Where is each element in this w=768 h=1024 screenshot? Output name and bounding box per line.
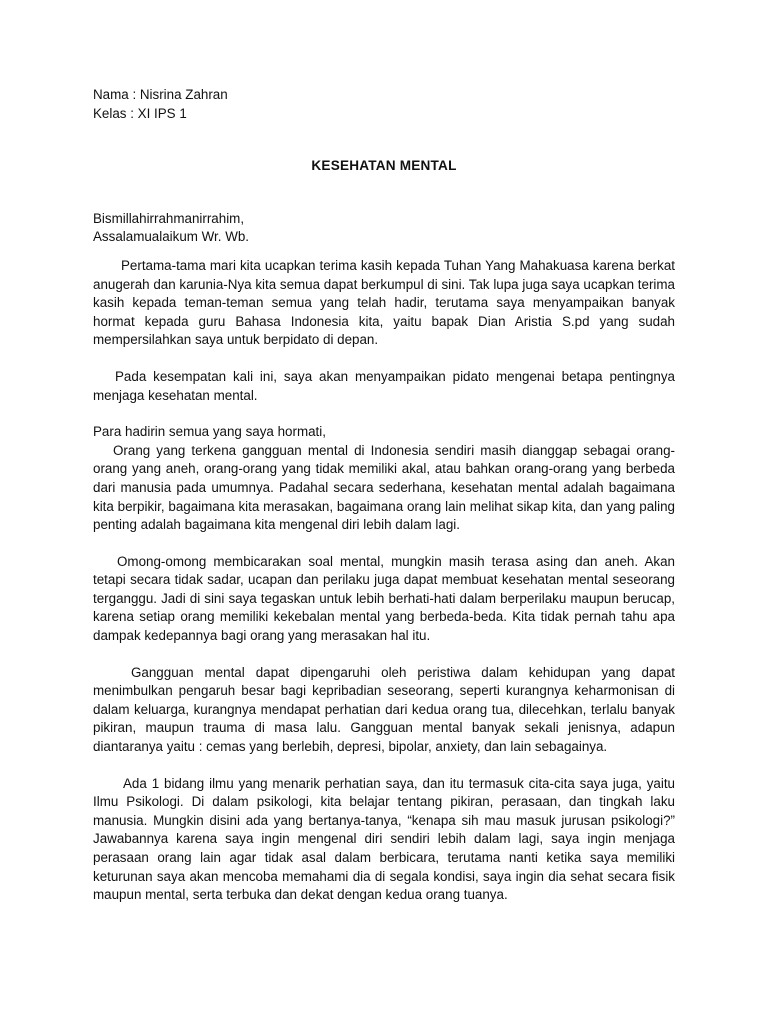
opening-greetings bbox=[93, 210, 675, 247]
document-page bbox=[93, 86, 675, 905]
paragraph-psychology: Ada 1 bidang ilmu yang menarik perhatian saya, dan itu termasuk cita-cita saya juga, yaitu Ilmu Psikologi. Di dalam psikologi, kita belajar tentang pikiran, perasaan, dan tingkah laku manusia. Mungkin disini ada yang bertanya-tanya, “kenapa sih mau masuk jurusan psikologi?” Jawabannya karena saya ingin mengenal diri sendiri lebih dalam lagi, saya ingin menjaga perasaan orang lain agar tidak asal dalam berbicara, terutama nanti ketika saya memiliki keturunan saya akan mencoba memahami dia di segala kondisi, saya ingin dia sehat secara fisik maupun mental, serta terbuka dan dekat dengan kedua orang tuanya. bbox=[93, 775, 675, 903]
paragraph-behavior: Omong-omong membicarakan soal mental, mungkin masih terasa asing dan aneh. Akan tetapi secara tidak sadar, ucapan dan perilaku juga dapat membuat kesehatan mental seseorang terganggu. Jadi di sini saya tegaskan untuk lebih berhati-hati dalam berperilaku maupun berucap, karena setiap orang memiliki kekebalan mental yang berbeda-beda. Kita tidak pernah tahu apa dampak kedepannya bagi orang yang merasakan hal itu. bbox=[93, 553, 675, 644]
paragraph-opening-thanks: Pertama-tama mari kita ucapkan terima kasih kepada Tuhan Yang Mahakuasa karena berkat anugerah dan karunia-Nya kita semua dapat berkumpul di sini. Tak lupa juga saya ucapkan terima kasih kepada teman-teman semua yang telah hadir, terutama saya menyampaikan banyak hormat kepada guru Bahasa Indonesia kita, yaitu bapak Dian Aristia S.pd yang sudah mempersilahkan saya untuk berpidato di depan. bbox=[93, 257, 675, 348]
greeting-bismillah: Bismillahirrahmanirrahim, bbox=[93, 210, 245, 226]
student-info bbox=[93, 86, 675, 123]
paragraph-causes: Gangguan mental dapat dipengaruhi oleh peristiwa dalam kehidupan yang dapat menimbulkan pengaruh besar bagi kepribadian seseorang, seperti kurangnya keharmonisan di dalam keluarga, kurangnya mendapat perhatian dari kedua orang tua, dilecehkan, terlalu banyak pikiran, maupun trauma di masa lalu. Gangguan mental banyak sekali jenisnya, adapun diantaranya yaitu : cemas yang berlebih, depresi, bipolar, anxiety, dan lain sebagainya. bbox=[93, 664, 675, 755]
student-class: Kelas : XI IPS 1 bbox=[93, 105, 187, 121]
student-name: Nama : Nisrina Zahran bbox=[93, 87, 228, 102]
document-title: KESEHATAN MENTAL bbox=[311, 158, 457, 174]
paragraph-stigma: Orang yang terkena gangguan mental di Indonesia sendiri masih dianggap sebagai orang-orang yang aneh, orang-orang yang tidak memiliki akal, atau bahkan orang-orang yang berbeda dari manusia pada umumnya. Padahal secara sederhana, kesehatan mental adalah bagaimana kita berpikir, bagaimana kita merasakan, bagaimana orang lain melihat sikap kita, dan yang paling penting adalah bagaimana kita mengenal diri lebih dalam lagi. bbox=[93, 442, 675, 533]
greeting-salam: Assalamualaikum Wr. Wb. bbox=[93, 229, 250, 245]
paragraph-topic: Pada kesempatan kali ini, saya akan menyampaikan pidato mengenai betapa pentingnya menjaga kesehatan mental. bbox=[93, 368, 675, 403]
audience-address: Para hadirin semua yang saya hormati, bbox=[93, 424, 326, 440]
